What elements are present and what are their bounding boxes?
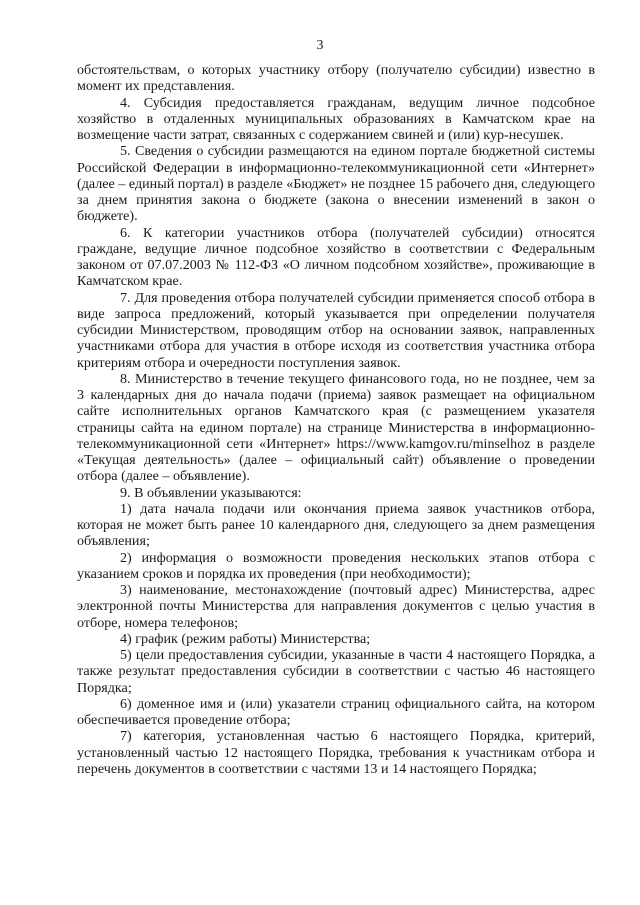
list-item-6: 6) доменное имя и (или) указатели страниц официального сайта, на котором обеспечивается проведение отбора; <box>77 695 595 728</box>
paragraph-item-7: 7. Для проведения отбора получателей субсидии применяется способ отбора в виде запроса предложений, который указывается при определении получателя субсидии Министерством, проводящим отбор на основании заявок, направленных участниками отбора для участия в отборе исходя из соответствия участника отбора критериям отбора и очередности поступления заявок. <box>77 289 595 371</box>
document-body <box>77 62 595 777</box>
paragraph-item-8: 8. Министерство в течение текущего финансового года, но не позднее, чем за 3 календарных дня до начала подачи (приема) заявок размещает на официальном сайте исполнительных органов Камчатского края (с размещением указателя страницы сайта на едином портале) на странице Министерства в информационно-телекоммуникационной сети «Интернет» https://www.kamgov.ru/minselhoz в разделе «Текущая деятельность» (далее – официальный сайт) объявление о проведении отбора (далее – объявление). <box>77 370 595 485</box>
paragraph-item-4: 4. Субсидия предоставляется гражданам, ведущим личное подсобное хозяйство в отдаленных муниципальных образованиях в Камчатском крае на возмещение части затрат, связанных с содержанием свиней и (или) кур-несушек. <box>77 94 595 143</box>
list-item-1: 1) дата начала подачи или окончания приема заявок участников отбора, которая не может быть ранее 10 календарного дня, следующего за днем размещения объявления; <box>77 500 595 550</box>
paragraph-item-5: 5. Сведения о субсидии размещаются на едином портале бюджетной системы Российской Федерации в информационно-телекоммуникационной сети «Интернет» (далее – единый портал) в разделе «Бюджет» не позднее 15 рабочего дня, следующего за днем принятия закона о бюджете (закона о внесении изменений в закон о бюджете). <box>77 143 595 225</box>
paragraph-item-6: 6. К категории участников отбора (получателей субсидии) относятся граждане, ведущие личное подсобное хозяйство в соответствии с Федеральным законом от 07.07.2003 № 112-ФЗ «О личном подсобном хозяйстве», проживающие в Камчатском крае. <box>77 224 595 290</box>
list-item-2: 2) информация о возможности проведения нескольких этапов отбора с указанием сроков и порядка их проведения (при необходимости); <box>77 549 595 582</box>
paragraph-continuation: обстоятельствам, о которых участнику отбору (получателю субсидии) известно в момент их представления. <box>77 62 595 95</box>
paragraph-item-9: 9. В объявлении указываются: <box>120 484 302 501</box>
list-item-3: 3) наименование, местонахождение (почтовый адрес) Министерства, адрес электронной почты Министерства для направления документов с целью участия в отборе, номера телефонов; <box>77 582 595 631</box>
list-item-4: 4) график (режим работы) Министерства; <box>120 630 371 647</box>
list-item-7: 7) категория, установленная частью 6 настоящего Порядка, критерий, установленный частью 12 настоящего Порядка, требования к участникам отбора и перечень документов в соответствии с частями 13 и 14 настоящего Порядка; <box>77 728 595 777</box>
list-item-5: 5) цели предоставления субсидии, указанные в части 4 настоящего Порядка, а также результат предоставления субсидии в соответствии с частью 46 настоящего Порядка; <box>77 647 595 696</box>
page-number: 3 <box>316 38 324 53</box>
